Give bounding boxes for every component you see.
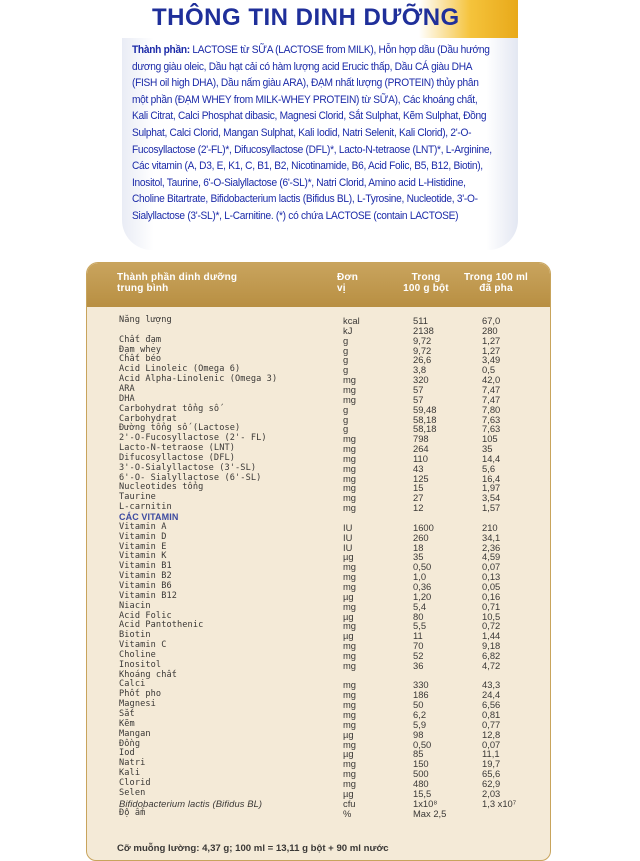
- ingredients-label: [122, 0, 518, 250]
- nutrient-name: Chất béo: [119, 354, 162, 365]
- nutrient-name: Acid Linoleic (Omega 6): [119, 364, 241, 375]
- nutrient-unit: mg: [343, 502, 357, 514]
- nutrient-name: Biotin: [119, 630, 151, 641]
- value-per-100ml: 0,72: [482, 620, 501, 632]
- value-per-100g: 150: [413, 758, 429, 770]
- value-per-100g: 330: [413, 679, 429, 691]
- value-per-100ml: 0,07: [482, 561, 501, 573]
- nutrient-unit: %: [343, 807, 352, 819]
- nutrient-unit: mg: [343, 472, 357, 484]
- value-per-100g: 1600: [413, 521, 434, 533]
- nutrient-name: Đường tổng số (Lactose): [119, 423, 241, 434]
- table-row: [87, 808, 550, 819]
- value-per-100ml: 6,56: [482, 699, 501, 711]
- nutrient-name: Mangan: [119, 728, 151, 739]
- nutrient-name: DHA: [119, 393, 135, 404]
- value-per-100g: 5,5: [413, 620, 427, 632]
- value-per-100ml: 42,0: [482, 374, 501, 386]
- value-per-100g: 186: [413, 689, 429, 701]
- nutrient-name: Calci: [119, 679, 146, 690]
- nutrient-unit: kJ: [343, 324, 353, 336]
- nutrient-unit: mg: [343, 580, 357, 592]
- nutrient-unit: mg: [343, 452, 357, 464]
- value-per-100g: 1,0: [413, 571, 427, 583]
- nutrient-name: Acid Folic: [119, 610, 172, 621]
- nutrient-unit: mg: [343, 640, 357, 652]
- nutrient-name: Bifidobacterium lactis (Bifidus BL): [119, 797, 263, 809]
- nutrient-name: Kẽm: [119, 718, 135, 729]
- header-per-100g-line2: 100 g bột: [403, 283, 449, 294]
- nutrient-name: Taurine: [119, 492, 156, 503]
- value-per-100ml: 4,72: [482, 659, 501, 671]
- header-nutrient-line1: Thành phần dinh dưỡng: [117, 272, 238, 283]
- nutrient-name: Natri: [119, 758, 146, 769]
- nutrient-unit: mg: [343, 374, 357, 386]
- value-per-100g: 1,20: [413, 590, 432, 602]
- nutrient-unit: g: [343, 413, 349, 425]
- nutrient-name: Vitamin E: [119, 541, 167, 552]
- value-per-100g: 9,72: [413, 334, 432, 346]
- header-per-100ml-line1: Trong 100 ml: [463, 272, 529, 283]
- value-per-100ml: 0,13: [482, 571, 501, 583]
- value-per-100g: 511: [413, 315, 428, 326]
- value-per-100g: 57: [413, 393, 424, 405]
- nutrient-unit: mg: [343, 571, 357, 583]
- nutrient-name: Vitamin D: [119, 531, 167, 542]
- value-per-100ml: 1,44: [482, 630, 501, 642]
- value-per-100ml: 280: [482, 324, 498, 336]
- value-per-100ml: 65,6: [482, 768, 501, 780]
- value-per-100g: 0,50: [413, 561, 432, 573]
- nutrient-unit: mg: [343, 738, 357, 750]
- nutrient-unit: kcal: [343, 315, 360, 326]
- nutrient-unit: cfu: [343, 797, 356, 809]
- nutrient-unit: mg: [343, 620, 357, 632]
- nutrient-name: L-carnitin: [119, 502, 172, 513]
- value-per-100g: 59,48: [413, 403, 437, 415]
- label-title: THÔNG TIN DINH DƯỠNG: [152, 4, 460, 31]
- nutrient-name: ARA: [119, 383, 135, 394]
- value-per-100g: 36: [413, 659, 424, 671]
- nutrient-name: 6'-O- Sialyllactose (6'-SL): [119, 472, 262, 483]
- nutrient-name: Chất đạm: [119, 334, 162, 345]
- nutrient-name: Acid Alpha-Linolenic (Omega 3): [119, 374, 278, 385]
- nutrient-unit: g: [343, 354, 349, 366]
- ingredients-heading: Thành phần:: [132, 44, 190, 56]
- value-per-100ml: 0,05: [482, 580, 501, 592]
- nutrient-name: Carbohydrat tổng số: [119, 403, 220, 414]
- value-per-100ml: 11,1: [482, 748, 500, 760]
- value-per-100ml: 7,47: [482, 393, 501, 405]
- header-nutrient-line2: trung bình: [117, 283, 169, 294]
- serving-size-note: Cỡ muỗng lường: 4,37 g; 100 ml = 13,11 g bột + 90 ml nước: [117, 843, 389, 854]
- nutrient-unit: mg: [343, 600, 357, 612]
- value-per-100g: 70: [413, 640, 424, 652]
- nutrient-name: Nucleotides tổng: [119, 482, 204, 493]
- nutrient-unit: mg: [343, 492, 357, 504]
- nutrient-name: 2'-O-Fucosyllactose (2'- FL): [119, 433, 267, 444]
- value-per-100g: 43: [413, 462, 424, 474]
- ingredients-text: [132, 42, 495, 225]
- value-per-100g: 320: [413, 374, 429, 386]
- value-per-100g: Max 2,5: [413, 807, 447, 819]
- header-unit: [337, 272, 358, 294]
- nutrient-unit: mg: [343, 689, 357, 701]
- value-per-100g: 5,4: [413, 600, 427, 612]
- value-per-100ml: 34,1: [482, 531, 501, 543]
- nutrient-unit: µg: [343, 610, 354, 622]
- value-per-100ml: 0,07: [482, 738, 501, 750]
- nutrient-unit: µg: [343, 728, 354, 740]
- nutrient-unit: mg: [343, 462, 357, 474]
- header-nutrient: [117, 272, 237, 294]
- header-per-100ml: [451, 272, 541, 294]
- nutrient-name: Đồng: [119, 738, 141, 749]
- nutrient-name: Khoáng chất: [119, 669, 178, 680]
- nutrient-name: Năng lượng: [119, 315, 172, 325]
- nutrient-unit: mg: [343, 393, 357, 405]
- value-per-100g: 52: [413, 649, 424, 661]
- nutrient-name: Vitamin B1: [119, 561, 172, 572]
- value-per-100ml: 4,59: [482, 551, 501, 563]
- nutrient-name: Magnesi: [119, 699, 156, 710]
- value-per-100ml: 10,5: [482, 610, 501, 622]
- value-per-100ml: 3,49: [482, 354, 501, 366]
- nutrient-unit: µg: [343, 787, 354, 799]
- value-per-100ml: 3,54: [482, 492, 501, 504]
- value-per-100g: 98: [413, 728, 424, 740]
- nutrient-name: Kali: [119, 768, 141, 779]
- value-per-100ml: 35: [482, 443, 493, 455]
- nutrient-name: Choline: [119, 649, 156, 660]
- value-per-100ml: 6,82: [482, 649, 501, 661]
- value-per-100g: 15: [413, 482, 424, 494]
- value-per-100g: 125: [413, 472, 429, 484]
- nutrient-unit: µg: [343, 551, 354, 563]
- value-per-100ml: 5,6: [482, 462, 496, 474]
- value-per-100ml: 1,27: [482, 334, 501, 346]
- value-per-100ml: 105: [482, 433, 498, 445]
- nutrient-unit: mg: [343, 709, 357, 720]
- nutrient-name: Selen: [119, 787, 146, 798]
- value-per-100ml: 2,03: [482, 787, 501, 799]
- nutrient-name: Phốt pho: [119, 689, 162, 700]
- value-per-100ml: 0,5: [482, 364, 496, 376]
- nutrient-name: Clorid: [119, 777, 151, 788]
- value-per-100g: 2138: [413, 324, 434, 336]
- value-per-100g: 500: [413, 768, 429, 780]
- nutrient-name: Vitamin K: [119, 551, 167, 562]
- nutrient-unit: µg: [343, 590, 354, 602]
- value-per-100ml: 7,80: [482, 403, 501, 415]
- value-per-100ml: 0,16: [482, 590, 501, 602]
- value-per-100ml: 7,63: [482, 423, 501, 435]
- header-unit-line2: vị: [337, 283, 346, 294]
- value-per-100g: 35: [413, 551, 424, 563]
- value-per-100g: 11: [413, 630, 423, 642]
- nutrient-name: Niacin: [119, 600, 151, 611]
- value-per-100ml: 0,81: [482, 709, 501, 720]
- nutrient-unit: g: [343, 403, 349, 415]
- value-per-100g: 80: [413, 610, 424, 622]
- value-per-100ml: 67,0: [482, 315, 501, 326]
- value-per-100g: 264: [413, 443, 429, 455]
- header-per-100ml-line2: đã pha: [479, 283, 513, 294]
- nutrient-unit: g: [343, 334, 349, 346]
- nutrition-panel: [86, 262, 551, 861]
- value-per-100g: 480: [413, 777, 429, 789]
- nutrient-name: Vitamin B6: [119, 580, 172, 591]
- nutrient-unit: mg: [343, 777, 357, 789]
- value-per-100g: 6,2: [413, 709, 427, 720]
- nutrient-unit: mg: [343, 482, 357, 494]
- value-per-100ml: 1,27: [482, 344, 501, 356]
- nutrient-name: Inositol: [119, 659, 162, 670]
- value-per-100g: 57: [413, 383, 424, 395]
- value-per-100ml: 1,57: [482, 502, 501, 514]
- nutrient-name: Difucosyllactose (DFL): [119, 452, 236, 463]
- nutrient-name: Vitamin C: [119, 640, 167, 651]
- value-per-100g: 26,6: [413, 354, 432, 366]
- nutrient-name: 3'-O-Sialyllactose (3'-SL): [119, 462, 257, 473]
- nutrient-unit: mg: [343, 443, 357, 455]
- value-per-100ml: 210: [482, 521, 498, 533]
- nutrient-unit: mg: [343, 561, 357, 573]
- nutrient-name: CÁC VITAMIN: [119, 512, 179, 522]
- value-per-100ml: 19,7: [482, 758, 501, 770]
- value-per-100g: 18: [413, 541, 424, 553]
- nutrient-unit: µg: [343, 630, 354, 642]
- value-per-100ml: 7,47: [482, 383, 501, 395]
- value-per-100g: 27: [413, 492, 424, 504]
- nutrient-unit: mg: [343, 659, 357, 671]
- value-per-100g: 12: [413, 502, 424, 514]
- value-per-100ml: 16,4: [482, 472, 501, 484]
- value-per-100g: 260: [413, 531, 429, 543]
- value-per-100ml: 7,63: [482, 413, 501, 425]
- value-per-100g: 3,8: [413, 364, 427, 376]
- nutrient-unit: mg: [343, 679, 357, 691]
- nutrient-name: Vitamin B2: [119, 571, 172, 582]
- value-per-100ml: 24,4: [482, 689, 501, 701]
- nutrient-unit: mg: [343, 718, 357, 730]
- header-unit-line1: Đơn: [337, 272, 359, 283]
- value-per-100g: 58,18: [413, 413, 437, 425]
- nutrient-name: Carbohydrat: [119, 413, 178, 424]
- value-per-100ml: 12,8: [482, 728, 501, 740]
- value-per-100g: 5,9: [413, 718, 427, 730]
- value-per-100g: 85: [413, 748, 424, 760]
- nutrient-name: Vitamin B12: [119, 590, 178, 601]
- value-per-100ml: 43,3: [482, 679, 501, 691]
- nutrient-unit: IU: [343, 541, 353, 553]
- value-per-100ml: 1,97: [482, 482, 501, 494]
- value-per-100ml: 1,3 x10⁷: [482, 797, 517, 809]
- nutrient-name: Đạm whey: [119, 344, 162, 355]
- value-per-100ml: 9,18: [482, 640, 501, 652]
- value-per-100g: 15,5: [413, 787, 432, 799]
- value-per-100ml: 0,71: [482, 600, 501, 612]
- nutrient-unit: mg: [343, 649, 357, 661]
- value-per-100g: 50: [413, 699, 424, 711]
- nutrient-name: Iod: [119, 748, 135, 759]
- nutrient-unit: mg: [343, 433, 357, 445]
- value-per-100ml: 14,4: [482, 452, 501, 464]
- nutrient-name: Sắt: [119, 709, 135, 719]
- nutrient-unit: IU: [343, 531, 353, 543]
- nutrient-unit: mg: [343, 383, 357, 395]
- value-per-100g: 1x10⁸: [413, 797, 438, 809]
- value-per-100g: 9,72: [413, 344, 432, 356]
- nutrient-unit: g: [343, 423, 349, 435]
- nutrient-unit: mg: [343, 758, 357, 770]
- value-per-100g: 58,18: [413, 423, 437, 435]
- value-per-100ml: 0,77: [482, 718, 501, 730]
- value-per-100g: 0,36: [413, 580, 432, 592]
- header-per-100g-line1: Trong: [411, 272, 441, 283]
- value-per-100g: 0,50: [413, 738, 432, 750]
- nutrient-unit: mg: [343, 699, 357, 711]
- nutrient-name: Acid Pantothenic: [119, 620, 204, 631]
- value-per-100g: 110: [413, 452, 428, 464]
- nutrient-unit: IU: [343, 521, 353, 533]
- nutrient-name: Vitamin A: [119, 521, 167, 532]
- nutrient-name: Lacto-N-tetraose (LNT): [119, 443, 236, 454]
- nutrient-unit: g: [343, 364, 349, 376]
- value-per-100ml: 62,9: [482, 777, 501, 789]
- nutrient-unit: mg: [343, 768, 357, 780]
- nutrient-unit: µg: [343, 748, 354, 760]
- value-per-100ml: 2,36: [482, 541, 501, 553]
- table-header: [87, 263, 550, 307]
- nutrient-name: Độ ẩm: [119, 807, 146, 818]
- nutrient-unit: g: [343, 344, 349, 356]
- ingredients-body: LACTOSE từ SỮA (LACTOSE from MILK), Hỗn hợp dầu (Dầu hướng dương giàu oleic, Dầu hạt cải có hàm lượng acid Erucic thấp, Dầu CÁ giàu DHA (FISH oil high DHA), Dầu nấm giàu ARA), ĐẠM nhất lượng (PROTEIN) thủy phân một phần (ĐẠM WHEY from MILK-WHEY PROTEIN) từ SỮA), Các khoáng chất, Kali Citrat, Calci Phosphat dibasic, Magnesi Clorid, Sắt Sulphat, Kẽm Sulphat, Đồng Sulphat, Calci Clorid, Mangan Sulphat, Kali Iodid, Natri Selenit, Kali Clorid), 2'-O-Fucosyllactose (2'-FL)*, Difucosyllactose (DFL)*, Lacto-N-tetraose (LNT)*, L-Arginine, Các vitamin (A, D3, E, K1, C, B1, B2, Nicotinamide, B6, Acid Folic, B5, B12, Biotin), Inositol, Taurine, 6'-O-Sialyllactose (6'-SL)*, Natri Clorid, Amino acid L-Histidine, Choline Bitartrate, Bifidobacterium lactis (Bifidus BL), L-Tyrosine, Nucleotide, 3'-O-Sialyllactose (3'-SL)*, L-Carnitine. (*) có chứa LACTOSE (contain LACTOSE): [132, 44, 492, 222]
- value-per-100g: 798: [413, 433, 429, 445]
